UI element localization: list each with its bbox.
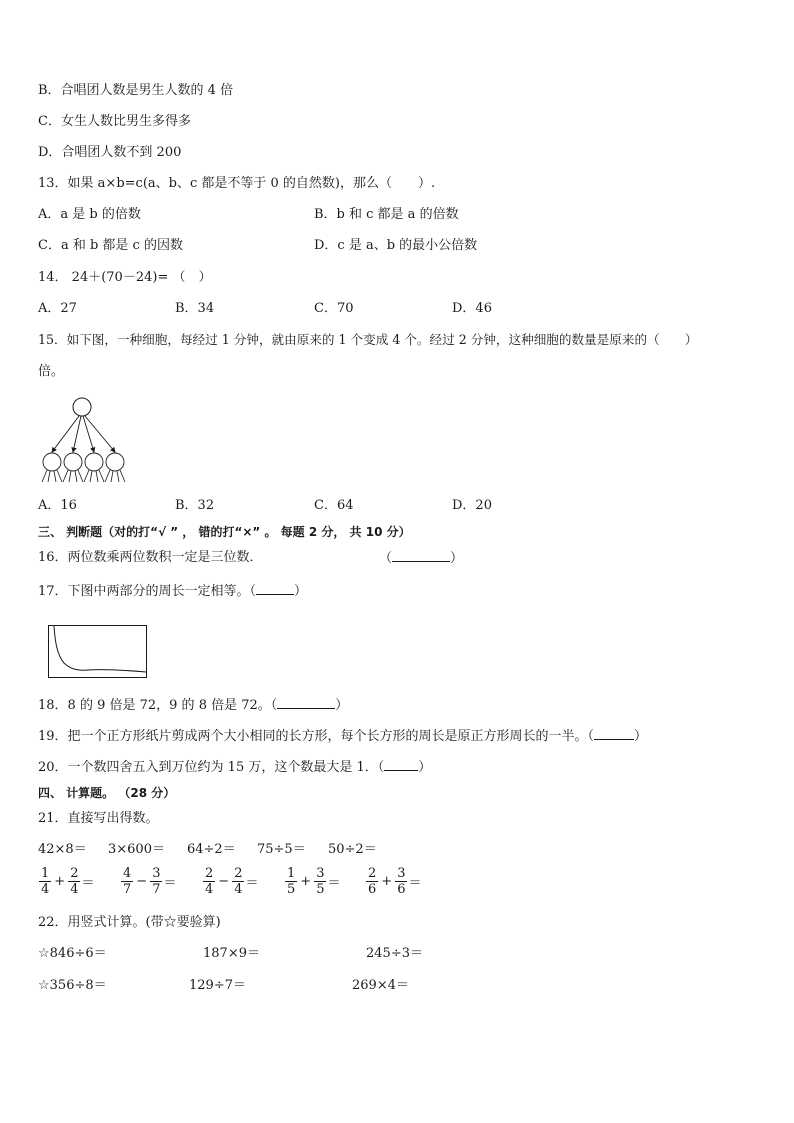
- answer-blank[interactable]: [277, 696, 335, 709]
- q21-fraction-expr: $\frac{2}{6}$ + $\frac{3}{6}$ ＝: [368, 866, 422, 897]
- cell-division-diagram: [38, 394, 138, 486]
- q22-expr: 187×9＝: [203, 946, 260, 961]
- q21-fraction-expr: $\frac{1}{5}$ + $\frac{3}{5}$ ＝: [287, 866, 341, 897]
- q15-option-a: A．16: [38, 498, 77, 513]
- parent-cell: [73, 398, 91, 416]
- division-arrow: [83, 416, 94, 452]
- q21-fraction-expr: $\frac{2}{4}$ − $\frac{2}{4}$ ＝: [205, 866, 259, 897]
- q14-option-d: D．46: [452, 301, 492, 316]
- q22-expr: 269×4＝: [352, 978, 409, 993]
- q22-expr: 245÷3＝: [366, 946, 423, 961]
- q13-option-a: A．a 是 b 的倍数: [38, 207, 141, 222]
- q21-expr: 42×8＝: [38, 842, 87, 857]
- fraction: $\frac{4}{7}$: [123, 866, 132, 897]
- q14-option-a: A．27: [38, 301, 77, 316]
- q22-stem: 22．用竖式计算。(带☆要验算): [38, 915, 221, 930]
- q13-option-b: B．b 和 c 都是 a 的倍数: [314, 207, 459, 222]
- q15-option-b: B．32: [175, 498, 215, 513]
- section-4-heading: 四、 计算题。 （28 分）: [38, 786, 176, 800]
- q12-option-d: D．合唱团人数不到 200: [38, 145, 182, 160]
- q21-expr: 50÷2＝: [328, 842, 377, 857]
- q15-option-c: C．64: [314, 498, 354, 513]
- division-arrow: [85, 416, 115, 452]
- child-cell-legs: [42, 470, 125, 482]
- q16-answer: （ ）: [379, 551, 464, 566]
- q21-expr: 64÷2＝: [187, 842, 236, 857]
- fraction: $\frac{3}{7}$: [152, 866, 161, 897]
- q21-stem: 21．直接写出得数。: [38, 811, 159, 826]
- q21-expr: 3×600＝: [108, 842, 165, 857]
- rectangle-curve-figure: [48, 625, 148, 679]
- answer-blank[interactable]: [392, 549, 450, 562]
- q13-option-d: D．c 是 a、b 的最小公倍数: [314, 238, 478, 253]
- q12-option-c: C．女生人数比男生多得多: [38, 114, 191, 129]
- answer-blank[interactable]: [594, 727, 634, 740]
- answer-blank[interactable]: [384, 758, 418, 771]
- fraction: $\frac{3}{5}$: [316, 866, 325, 897]
- fraction: $\frac{2}{6}$: [368, 866, 377, 897]
- q15-stem-cont: 倍。: [38, 364, 65, 379]
- q15-stem: 15．如下图，一种细胞，每经过 1 分钟，就由原来的 1 个变成 4 个。经过 2 分钟，这种细胞的数量是原来的（ ）: [38, 332, 698, 347]
- q21-expr: 75÷5＝: [257, 842, 306, 857]
- q15-option-d: D．20: [452, 498, 492, 513]
- fraction: $\frac{2}{4}$: [205, 866, 214, 897]
- q21-fraction-expr: $\frac{1}{4}$ + $\frac{2}{4}$ ＝: [41, 866, 95, 897]
- q13-option-c: C．a 和 b 都是 c 的因数: [38, 238, 183, 253]
- q18-line: 18．8 的 9 倍是 72，9 的 8 倍是 72。（ ）: [38, 698, 349, 713]
- child-cell: [64, 453, 82, 471]
- fraction: $\frac{2}{4}$: [70, 866, 79, 897]
- division-arrow: [73, 416, 81, 452]
- q17-line: 17．下图中两部分的周长一定相等。（ ）: [38, 584, 308, 599]
- q12-option-b: B．合唱团人数是男生人数的 4 倍: [38, 83, 234, 98]
- q14-option-b: B．34: [175, 301, 215, 316]
- q22-expr: 129÷7＝: [189, 978, 246, 993]
- fraction: $\frac{1}{4}$: [41, 866, 50, 897]
- q21-fraction-expr: $\frac{4}{7}$ − $\frac{3}{7}$ ＝: [123, 866, 177, 897]
- answer-blank[interactable]: [256, 582, 294, 595]
- q19-line: 19．把一个正方形纸片剪成两个大小相同的长方形，每个长方形的周长是原正方形周长的一半。（ ）: [38, 729, 648, 744]
- q22-expr: ☆846÷6＝: [38, 946, 107, 961]
- q13-stem: 13．如果 a×b=c(a、b、c 都是不等于 0 的自然数)，那么（ ）.: [38, 176, 436, 191]
- child-cell: [106, 453, 124, 471]
- child-cell: [85, 453, 103, 471]
- division-arrow: [52, 416, 79, 452]
- fraction: $\frac{1}{5}$: [287, 866, 296, 897]
- q14-option-c: C．70: [314, 301, 354, 316]
- section-3-heading: 三、 判断题（对的打“√ ” ， 错的打“×” 。 每题 2 分， 共 10 分）: [38, 525, 411, 539]
- q14-stem: 14． 24＋(70－24)= （ ）: [38, 270, 212, 285]
- q22-expr: ☆356÷8＝: [38, 978, 107, 993]
- fraction: $\frac{3}{6}$: [397, 866, 406, 897]
- q20-line: 20．一个数四舍五入到万位约为 15 万，这个数最大是 1．（ ）: [38, 760, 432, 775]
- child-cells: [43, 453, 124, 471]
- q16-stem: 16．两位数乘两位数积一定是三位数．: [38, 550, 263, 565]
- fraction: $\frac{2}{4}$: [234, 866, 243, 897]
- child-cell: [43, 453, 61, 471]
